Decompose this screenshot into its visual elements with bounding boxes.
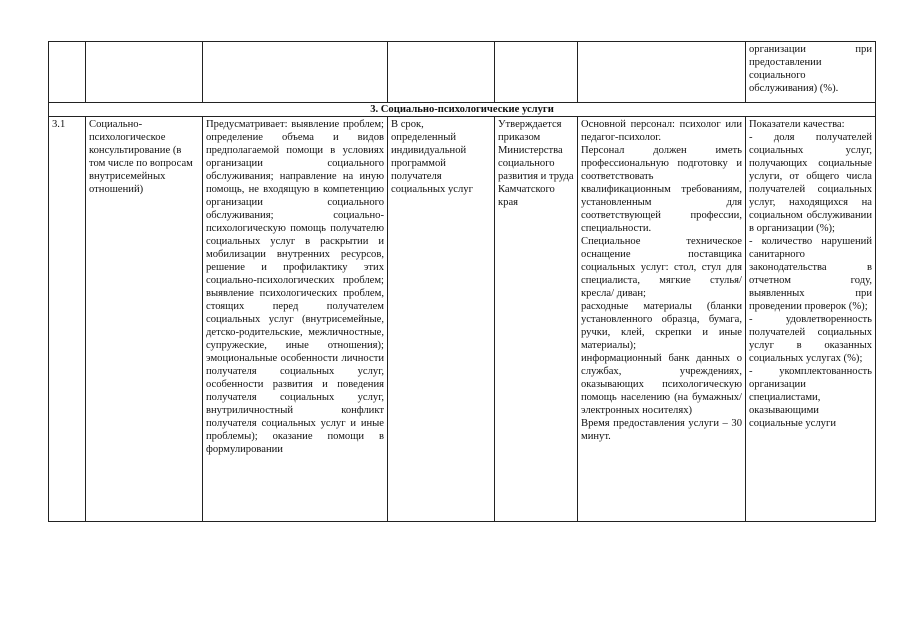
quality-indicator: - доля получателей социальных услуг, получающих социальные услуги, от общего числа получателей социальных услуг, находящихся на социальном обслуживании в организации (%); bbox=[749, 132, 872, 234]
cell-empty bbox=[578, 42, 746, 103]
service-number: 3.1 bbox=[49, 117, 86, 522]
service-quality bbox=[746, 117, 876, 522]
service-tariff: Утверждается приказом Министерства социального развития и труда Камчатского края bbox=[495, 117, 578, 522]
conditions-paragraph: Основной персонал: психолог или педагог-психолог. bbox=[581, 119, 742, 143]
cell-empty bbox=[49, 42, 86, 103]
cell-empty bbox=[388, 42, 495, 103]
quality-indicator: - количество нарушений санитарного законодательства в отчетном году, выявленных при проведении проверок (%); bbox=[749, 236, 872, 312]
cell-empty bbox=[495, 42, 578, 103]
conditions-paragraph: Специальное техническое оснащение поставщика социальных услуг: стол, стул для специалиста, мягкие стулья/ кресла/ диван; bbox=[581, 236, 742, 299]
quality-indicator: - удовлетворенность получателей социальных услуг в оказанных социальных услугах (%); bbox=[749, 314, 872, 364]
conditions-paragraph: Время предоставления услуги – 30 минут. bbox=[581, 418, 742, 442]
table-row-continued bbox=[49, 42, 876, 103]
conditions-paragraph: Персонал должен иметь профессиональную подготовку и соответствовать квалификационным требованиям, установленным для соответствующей профессии, специальности. bbox=[581, 145, 742, 234]
conditions-paragraph: информационный банк данных о службах, учреждениях, оказывающих психологическую помощь населению (на бумажных/электронных носителях) bbox=[581, 353, 742, 416]
service-name: Социально-психологическое консультирование (в том числе по вопросам внутрисемейных отношений) bbox=[86, 117, 203, 522]
quality-indicator: - укомплектованность организации специалистами, оказывающими социальные услуги bbox=[749, 366, 872, 429]
services-table bbox=[48, 41, 876, 522]
service-description: Предусматривает: выявление проблем; определение объема и видов предполагаемой помощи в условиях организации социального обслуживания; направление на иную помощь, не входящую в компетенцию организации социального обслуживания; социально-психологическую помощь получателю социальных услуг в раскрытии и мобилизации внутренних ресурсов, решение и профилактику этих социально-психологических проблем; выявление психологических проблем, стоящих перед получателем социальных услуг (внутрисемейные, детско-родительские, межличностные, супружеские, иные отношения); эмоциональные особенности личности получателя социальных услуг, особенности развития и поведения получателя социальных услуг, внутриличностный конфликт получателя социальных услуг и иные проблемы); оказание помощи в формулировании bbox=[203, 117, 388, 522]
service-conditions bbox=[578, 117, 746, 522]
quality-continued-cell: организации при предоставлении социального обслуживания) (%). bbox=[746, 42, 876, 103]
section-title: 3. Социально-психологические услуги bbox=[49, 103, 876, 117]
service-term: В срок, определенный индивидуальной программой получателя социальных услуг bbox=[388, 117, 495, 522]
section-header-row bbox=[49, 103, 876, 117]
conditions-paragraph: расходные материалы (бланки установленного образца, бумага, ручки, клей, скрепки и иные материалы); bbox=[581, 301, 742, 351]
table-row bbox=[49, 117, 876, 522]
cell-empty bbox=[86, 42, 203, 103]
quality-heading: Показатели качества: bbox=[749, 119, 845, 130]
cell-empty bbox=[203, 42, 388, 103]
